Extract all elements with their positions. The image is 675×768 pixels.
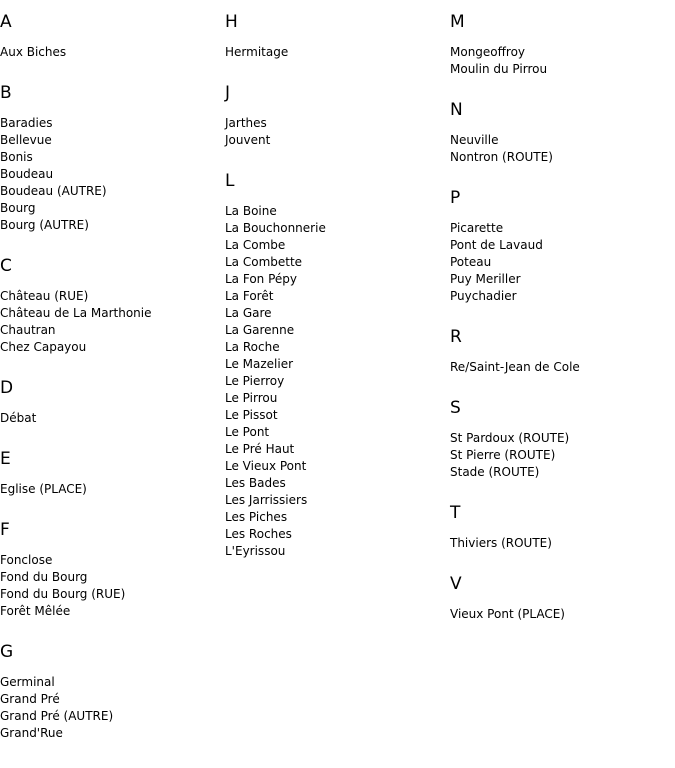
place-list xyxy=(450,606,670,623)
index-column-1 xyxy=(0,0,220,742)
place-item[interactable]: Château de La Marthonie xyxy=(0,306,152,320)
letter-heading: E xyxy=(0,449,11,469)
place-item[interactable]: Fond du Bourg xyxy=(0,570,88,584)
place-item[interactable]: Bourg xyxy=(0,201,36,215)
index-column-2 xyxy=(225,0,445,560)
letter-heading: H xyxy=(225,12,238,32)
index-column-3 xyxy=(450,0,670,623)
place-item[interactable]: Hermitage xyxy=(225,45,289,59)
place-item[interactable]: Fonclose xyxy=(0,553,53,567)
letter-section xyxy=(225,12,445,61)
place-item[interactable]: Puychadier xyxy=(450,289,517,303)
place-item[interactable]: Pont de Lavaud xyxy=(450,238,543,252)
place-item[interactable]: Château (RUE) xyxy=(0,289,89,303)
place-item[interactable]: Le Pont xyxy=(225,425,270,439)
place-item[interactable]: Fond du Bourg (RUE) xyxy=(0,587,126,601)
place-item[interactable]: La Gare xyxy=(225,306,272,320)
place-list xyxy=(450,220,670,305)
place-item[interactable]: Eglise (PLACE) xyxy=(0,482,87,496)
place-item[interactable]: La Combette xyxy=(225,255,303,269)
place-list xyxy=(450,132,670,166)
place-item[interactable]: Les Roches xyxy=(225,527,292,541)
letter-section xyxy=(0,449,220,498)
letter-section xyxy=(450,398,670,481)
letter-heading: L xyxy=(225,171,235,191)
place-list xyxy=(450,44,670,78)
letter-heading: M xyxy=(450,12,465,32)
place-item[interactable]: Forêt Mêlée xyxy=(0,604,71,618)
place-list xyxy=(225,115,445,149)
place-list xyxy=(225,44,445,61)
letter-section xyxy=(450,100,670,166)
place-item[interactable]: La Fon Pépy xyxy=(225,272,297,286)
place-item[interactable]: Germinal xyxy=(0,675,55,689)
letter-section xyxy=(0,83,220,234)
letter-section xyxy=(450,188,670,305)
place-item[interactable]: Grand Pré xyxy=(0,692,60,706)
letter-section xyxy=(450,574,670,623)
place-item[interactable]: Jarthes xyxy=(225,116,267,130)
letter-heading: J xyxy=(225,83,231,103)
place-item[interactable]: Chez Capayou xyxy=(0,340,87,354)
letter-heading: B xyxy=(0,83,12,103)
letter-section xyxy=(0,378,220,427)
place-item[interactable]: Bonis xyxy=(0,150,33,164)
place-item[interactable]: Picarette xyxy=(450,221,504,235)
place-item[interactable]: Thiviers (ROUTE) xyxy=(450,536,552,550)
place-item[interactable]: Le Pré Haut xyxy=(225,442,295,456)
place-list xyxy=(0,552,220,620)
place-item[interactable]: Le Pissot xyxy=(225,408,278,422)
place-item[interactable]: La Forêt xyxy=(225,289,274,303)
place-item[interactable]: Puy Meriller xyxy=(450,272,521,286)
place-list xyxy=(450,535,670,552)
place-item[interactable]: Le Vieux Pont xyxy=(225,459,307,473)
place-item[interactable]: Baradies xyxy=(0,116,53,130)
place-list xyxy=(0,44,220,61)
letter-section xyxy=(225,171,445,560)
place-item[interactable]: Moulin du Pirrou xyxy=(450,62,548,76)
place-list xyxy=(225,203,445,560)
letter-heading: S xyxy=(450,398,461,418)
letter-section xyxy=(0,12,220,61)
place-item[interactable]: St Pierre (ROUTE) xyxy=(450,448,556,462)
place-item[interactable]: La Garenne xyxy=(225,323,295,337)
place-item[interactable]: Bellevue xyxy=(0,133,52,147)
letter-heading: C xyxy=(0,256,12,276)
place-item[interactable]: Mongeoffroy xyxy=(450,45,526,59)
letter-section xyxy=(225,83,445,149)
place-item[interactable]: Boudeau xyxy=(0,167,54,181)
letter-heading: A xyxy=(0,12,12,32)
place-item[interactable]: Débat xyxy=(0,411,37,425)
letter-heading: T xyxy=(450,503,461,523)
place-item[interactable]: Aux Biches xyxy=(0,45,67,59)
place-item[interactable]: Vieux Pont (PLACE) xyxy=(450,607,565,621)
place-item[interactable]: La Roche xyxy=(225,340,280,354)
place-item[interactable]: Le Pirrou xyxy=(225,391,278,405)
place-item[interactable]: Grand Pré (AUTRE) xyxy=(0,709,114,723)
place-item[interactable]: Le Pierroy xyxy=(225,374,285,388)
letter-heading: R xyxy=(450,327,462,347)
place-list xyxy=(0,674,220,742)
place-item[interactable]: Chautran xyxy=(0,323,56,337)
place-item[interactable]: Boudeau (AUTRE) xyxy=(0,184,107,198)
letter-heading: F xyxy=(0,520,10,540)
place-item[interactable]: La Boine xyxy=(225,204,277,218)
place-list xyxy=(0,115,220,234)
letter-section xyxy=(450,327,670,376)
place-item[interactable]: La Combe xyxy=(225,238,286,252)
place-item[interactable]: Bourg (AUTRE) xyxy=(0,218,89,232)
place-item[interactable]: Les Bades xyxy=(225,476,286,490)
place-item[interactable]: Poteau xyxy=(450,255,492,269)
place-item[interactable]: Nontron (ROUTE) xyxy=(450,150,553,164)
place-item[interactable]: Neuville xyxy=(450,133,499,147)
place-list xyxy=(0,481,220,498)
letter-section xyxy=(450,12,670,78)
letter-heading: D xyxy=(0,378,14,398)
place-item[interactable]: St Pardoux (ROUTE) xyxy=(450,431,570,445)
letter-section xyxy=(0,256,220,356)
place-list xyxy=(450,430,670,481)
place-item[interactable]: Grand'Rue xyxy=(0,726,63,740)
place-item[interactable]: Jouvent xyxy=(225,133,271,147)
place-item[interactable]: L'Eyrissou xyxy=(225,544,286,558)
letter-section xyxy=(450,503,670,552)
place-item[interactable]: Stade (ROUTE) xyxy=(450,465,540,479)
letter-heading: P xyxy=(450,188,461,208)
letter-heading: N xyxy=(450,100,463,120)
place-item[interactable]: Les Piches xyxy=(225,510,288,524)
place-item[interactable]: Le Mazelier xyxy=(225,357,294,371)
place-item[interactable]: Re/Saint-Jean de Cole xyxy=(450,360,580,374)
letter-heading: V xyxy=(450,574,462,594)
place-list xyxy=(450,359,670,376)
letter-heading: G xyxy=(0,642,14,662)
place-item[interactable]: La Bouchonnerie xyxy=(225,221,326,235)
place-list xyxy=(0,410,220,427)
place-list xyxy=(0,288,220,356)
place-item[interactable]: Les Jarrissiers xyxy=(225,493,308,507)
letter-section xyxy=(0,520,220,620)
letter-section xyxy=(0,642,220,742)
